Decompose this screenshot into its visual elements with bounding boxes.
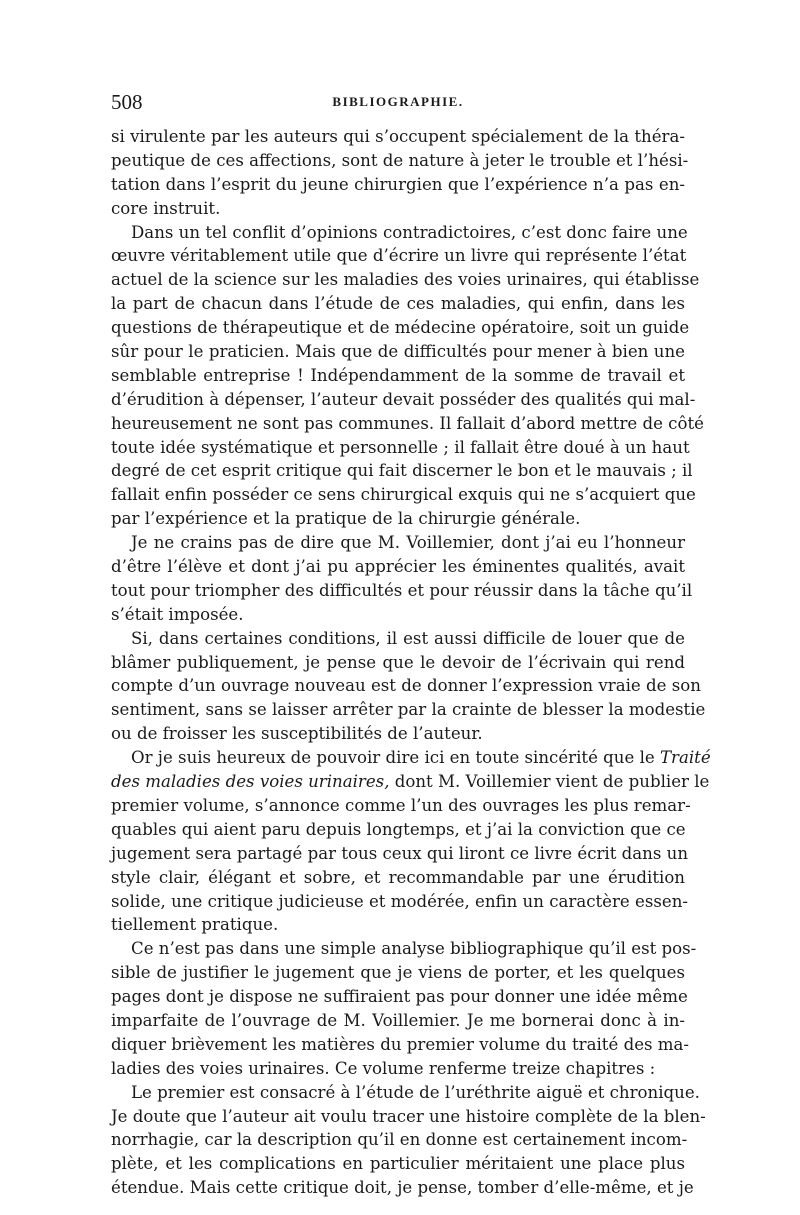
- line-text: d’érudition à dépenser, l’auteur devait posséder des qualités qui mal-: [111, 389, 696, 409]
- text-line: [111, 651, 685, 675]
- running-header: [111, 90, 685, 120]
- text-line: [111, 961, 685, 985]
- line-text: toute idée systématique et personnelle ; il fallait être doué à un haut: [111, 437, 690, 457]
- text-line: [111, 866, 685, 890]
- text-line: [111, 483, 696, 507]
- text-line: [111, 173, 685, 197]
- line-text: Le premier est consacré à l’étude de l’uréthrite aiguë et chronique.: [131, 1082, 700, 1102]
- line-text: pages dont je dispose ne suffiraient pas pour donner une idée même: [111, 987, 688, 1007]
- line-text: style clair, élégant et sobre, et recommandable par une érudition: [111, 867, 685, 887]
- line-text: core instruit.: [111, 198, 221, 218]
- line-text: norrhagie, car la description qu’il en donne est certainement incom-: [111, 1130, 688, 1150]
- line-text: blâmer publiquement, je pense que le devoir de l’écrivain qui rend: [111, 652, 685, 672]
- line-text: Je ne crains pas de dire que M. Voillemier, dont j’ai eu l’honneur: [131, 533, 685, 553]
- text-line: [111, 1152, 685, 1176]
- text-line: [111, 436, 690, 460]
- text-line: [111, 507, 685, 531]
- text-line: [111, 197, 685, 221]
- line-text: degré de cet esprit critique qui fait discerner le bon et le mauvais ; il: [111, 461, 693, 481]
- body-text: [111, 125, 711, 1200]
- line-text: la part de chacun dans l’étude de ces maladies, qui enfin, dans les: [111, 294, 685, 314]
- text-line: [111, 890, 688, 914]
- line-text: sentiment, sans se laisser arrêter par la crainte de blesser la modestie: [111, 700, 706, 720]
- text-line: [111, 746, 711, 770]
- line-text: peutique de ces affections, sont de nature à jeter le trouble et l’hési-: [111, 150, 689, 170]
- text-line: [111, 674, 701, 698]
- text-line: [111, 340, 685, 364]
- text-line: [111, 698, 706, 722]
- text-line: [111, 1057, 685, 1081]
- line-text: Dans un tel conflit d’opinions contradictoires, c’est donc faire une: [131, 222, 688, 242]
- text-line: [111, 985, 688, 1009]
- line-text: œuvre véritablement utile que d’écrire un livre qui représente l’état: [111, 246, 687, 266]
- line-text: Or je suis heureux de pouvoir dire ici en toute sincérité que le: [131, 748, 655, 768]
- text-line: [111, 364, 685, 388]
- line-text: s’était imposée.: [111, 604, 244, 624]
- line-text: premier volume, s’annonce comme l’un des ouvrages les plus remar-: [111, 795, 691, 815]
- text-line: [111, 937, 697, 961]
- page-number: 508: [111, 90, 143, 114]
- line-text: Si, dans certaines conditions, il est aussi difficile de louer que de: [131, 628, 685, 648]
- text-line: [111, 722, 685, 746]
- text-line: [111, 842, 689, 866]
- text-line: [111, 268, 700, 292]
- text-line: [111, 125, 685, 149]
- italic-title: Traité: [659, 748, 711, 768]
- text-line: [111, 770, 710, 794]
- text-line: [111, 316, 690, 340]
- line-text: plète, et les complications en particulier méritaient une place plus: [111, 1154, 685, 1174]
- line-text: tiellement pratique.: [111, 915, 279, 935]
- text-line: [111, 603, 685, 627]
- text-line: [111, 1009, 685, 1033]
- line-text: diquer brièvement les matières du premier volume du traité des ma-: [111, 1034, 690, 1054]
- line-text: ou de froisser les susceptibilités de l’auteur.: [111, 724, 483, 744]
- text-line: [111, 244, 685, 268]
- text-line: [111, 149, 689, 173]
- book-page: [111, 90, 711, 1200]
- line-text: imparfaite de l’ouvrage de M. Voillemier. Je me bornerai donc à in-: [111, 1010, 685, 1030]
- line-text: sûr pour le praticien. Mais que de difficultés pour mener à bien une: [111, 342, 685, 362]
- line-text: compte d’un ouvrage nouveau est de donner l’expression vraie de son: [111, 676, 701, 696]
- text-line: [111, 1081, 700, 1105]
- line-text: étendue. Mais cette critique doit, je pense, tomber d’elle-même, et je: [111, 1178, 694, 1198]
- line-text: heureusement ne sont pas communes. Il fallait d’abord mettre de côté: [111, 413, 704, 433]
- line-text: d’être l’élève et dont j’ai pu apprécier les éminentes qualités, avait: [111, 557, 685, 577]
- line-text: actuel de la science sur les maladies des voies urinaires, qui établisse: [111, 270, 700, 290]
- line-text: ladies des voies urinaires. Ce volume renferme treize chapitres :: [111, 1058, 656, 1078]
- text-line: [111, 1128, 688, 1152]
- text-line: [111, 459, 693, 483]
- line-text: questions de thérapeutique et de médecine opératoire, soit un guide: [111, 318, 690, 338]
- text-line: [111, 627, 685, 651]
- text-line: [111, 1033, 690, 1057]
- text-line: [111, 1105, 706, 1129]
- line-text: Ce n’est pas dans une simple analyse bibliographique qu’il est pos-: [131, 939, 697, 959]
- text-line: [111, 1176, 694, 1200]
- text-line: [111, 555, 685, 579]
- line-text: tation dans l’esprit du jeune chirurgien que l’expérience n’a pas en-: [111, 174, 685, 194]
- text-line: [111, 292, 685, 316]
- line-text: sible de justifier le jugement que je viens de porter, et les quelques: [111, 963, 685, 983]
- line-text: Je doute que l’auteur ait voulu tracer une histoire complète de la blen-: [111, 1106, 706, 1126]
- text-line: [111, 794, 691, 818]
- line-text: semblable entreprise ! Indépendamment de la somme de travail et: [111, 365, 685, 385]
- running-title: BIBLIOGRAPHIE.: [332, 94, 464, 109]
- text-line: [111, 818, 685, 842]
- line-text: dont M. Voillemier vient de publier le: [389, 772, 710, 792]
- text-line: [111, 412, 704, 436]
- line-text: fallait enfin posséder ce sens chirurgical exquis qui ne s’acquiert que: [111, 485, 696, 505]
- line-text: jugement sera partagé par tous ceux qui liront ce livre écrit dans un: [111, 843, 689, 863]
- text-line: [111, 221, 688, 245]
- text-line: [111, 531, 685, 555]
- line-text: tout pour triompher des difficultés et pour réussir dans la tâche qu’il: [111, 580, 693, 600]
- line-text: quables qui aient paru depuis longtemps, et j’ai la conviction que ce: [111, 819, 686, 839]
- line-text: si virulente par les auteurs qui s’occupent spécialement de la théra-: [111, 127, 685, 146]
- italic-title: des maladies des voies urinaires,: [111, 772, 390, 792]
- text-line: [111, 388, 696, 412]
- line-text: par l’expérience et la pratique de la chirurgie générale.: [111, 509, 581, 529]
- line-text: solide, une critique judicieuse et modérée, enfin un caractère essen-: [111, 891, 688, 911]
- text-line: [111, 579, 693, 603]
- text-line: [111, 913, 685, 937]
